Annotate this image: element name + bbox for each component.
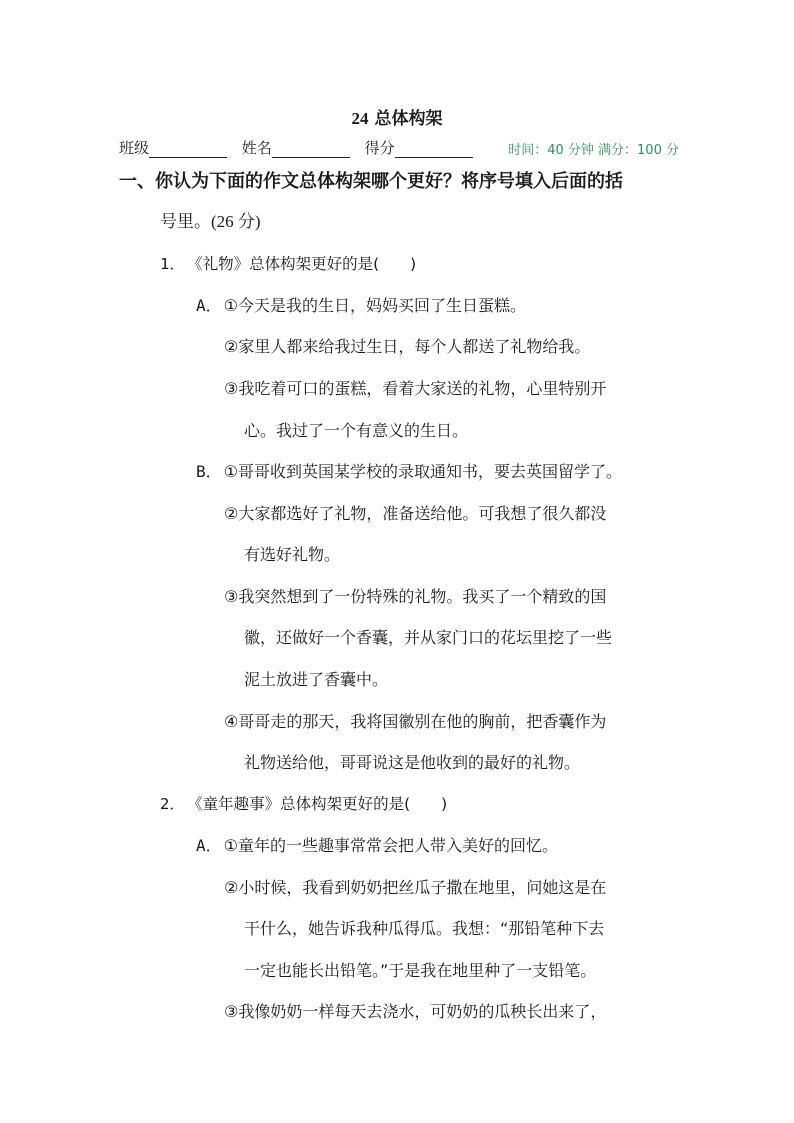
- option-text-line: ②小时候，我看到奶奶把丝瓜子撒在地里，问她这是在: [224, 878, 607, 897]
- name-label: 姓名: [241, 139, 272, 157]
- time-score-info: 时间：40 分钟 满分：100 分: [508, 143, 679, 158]
- option-text-line: 干什么，她告诉我种瓜得瓜。我想：“那铅笔种下去: [244, 919, 605, 938]
- page-title: [0, 104, 794, 129]
- question-number: 1．: [160, 255, 185, 273]
- option-a-line: [196, 834, 558, 858]
- option-text-line: 徽，还做好一个香囊，并从家门口的花坛里挖了一些: [244, 628, 613, 647]
- section-heading: 一、你认为下面的作文总体构架哪个更好？将序号填入后面的括: [119, 171, 623, 192]
- option-text-line: ②大家都选好了礼物，准备送给他。可我想了很久都没: [224, 504, 607, 523]
- section-score: (26 分): [211, 212, 261, 231]
- option-letter: A．: [196, 836, 222, 855]
- question-number: 2．: [160, 795, 185, 813]
- question-2: [160, 792, 447, 816]
- section-heading-line2: 号里。: [160, 212, 211, 232]
- option-b-line: [196, 460, 622, 484]
- option-text: ①哥哥收到英国某学校的录取通知书，要去英国留学了。: [223, 462, 622, 481]
- option-a-line: [196, 294, 526, 318]
- section-heading-cont: [160, 210, 261, 234]
- class-blank[interactable]: [149, 141, 227, 158]
- option-text-line: ③我像奶奶一样每天去浇水，可奶奶的瓜秧长出来了，: [224, 1002, 607, 1021]
- option-text: ①今天是我的生日，妈妈买回了生日蛋糕。: [223, 296, 526, 315]
- option-text-line: ③我吃着可口的蛋糕，看着大家送的礼物，心里特别开: [224, 379, 607, 398]
- option-text: ①童年的一些趣事常常会把人带入美好的回忆。: [223, 836, 558, 855]
- option-letter: B．: [196, 462, 222, 481]
- option-letter: A．: [196, 296, 222, 315]
- student-info-row: [119, 137, 679, 161]
- score-blank[interactable]: [395, 141, 473, 158]
- lesson-number: 24: [351, 109, 369, 128]
- option-text-line: 泥土放进了香囊中。: [244, 670, 389, 689]
- option-text-line: 有选好礼物。: [244, 545, 341, 564]
- name-blank[interactable]: [272, 141, 350, 158]
- lesson-title: 总体构架: [374, 109, 443, 129]
- score-label: 得分: [364, 139, 395, 157]
- option-text-line: ③我突然想到了一份特殊的礼物。我买了一个精致的国: [224, 587, 607, 606]
- option-text-line: 一定也能长出铅笔。”于是我在地里种了一支铅笔。: [244, 961, 597, 980]
- option-text-line: 心。我过了一个有意义的生日。: [244, 421, 469, 440]
- class-label: 班级: [119, 139, 150, 157]
- question-text: 《童年趣事》总体构架更好的是( ): [194, 795, 448, 813]
- question-text: 《礼物》总体构架更好的是( ): [194, 255, 417, 273]
- option-text-line: ②家里人都来给我过生日，每个人都送了礼物给我。: [224, 337, 591, 356]
- question-1: [160, 252, 416, 276]
- option-text-line: ④哥哥走的那天，我将国徽别在他的胸前，把香囊作为: [224, 712, 607, 731]
- option-text-line: 礼物送给他，哥哥说这是他收到的最好的礼物。: [244, 753, 581, 772]
